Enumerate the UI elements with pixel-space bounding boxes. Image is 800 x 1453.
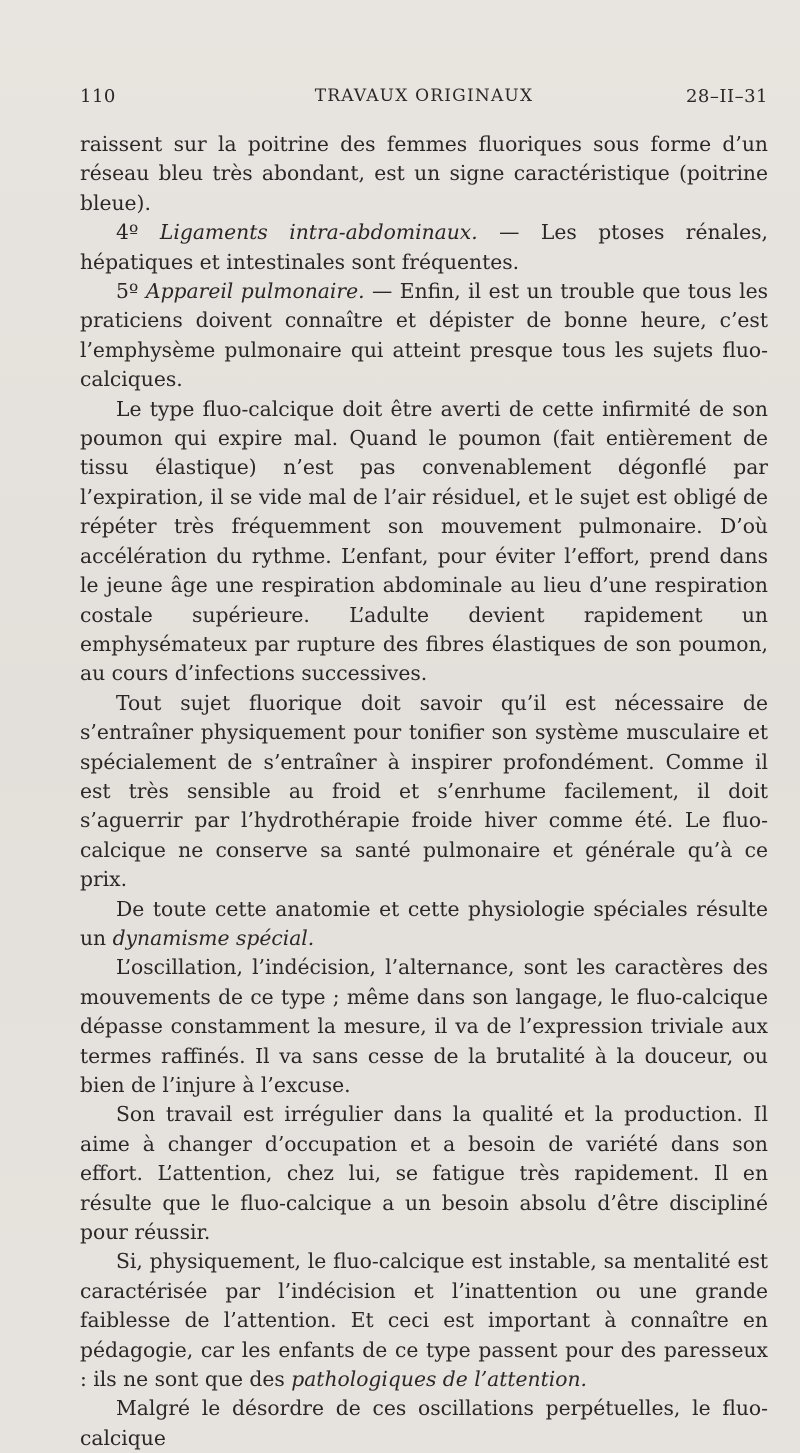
paragraph-5: Tout sujet fluorique doit savoir qu’il est nécessaire de s’entraîner physiquement pour tonifier son système musculaire et spécialement de s’entraîner à inspirer profondément. Comme il est très sensible au froid et s’enrhume facilement, il doit s’aguerrir par l’hydrothérapie froide hiver comme été. Le fluo-calcique ne conserve sa santé pulmonaire et générale qu’à ce prix.: [80, 690, 768, 892]
paragraph-6: De toute cette anatomie et cette physiologie spéciales résulte un dynamisme spécial.: [80, 896, 768, 950]
header-date: 28–II–31: [685, 86, 768, 107]
paragraph-10: Malgré le désordre de ces oscillations perpétuelles, le fluo-calcique: [80, 1396, 768, 1450]
paragraph-4: Le type fluo-calcique doit être averti de cette infirmité de son poumon qui expire mal. Quand le poumon (fait entièrement de tissu élastique) n’est pas convenablement dégonflé par l’expiration, il se vide mal de l’air résiduel, et le sujet est obligé de répéter très fréquemment son mouvement pulmonaire. D’où accélération du rythme. L’enfant, pour éviter l’effort, prend dans le jeune âge une respiration abdominale au lieu d’une respiration costale supérieure. L’adulte devient rapidement un emphysémateux par rupture des fibres élastiques de son poumon, au cours d’infections successives.: [80, 396, 768, 686]
paragraph-7: L’oscillation, l’indécision, l’alternance, sont les caractères des mouvements de ce type ; même dans son langage, le fluo-calcique dépasse constamment la mesure, il va de l’expression triviale aux termes raffinés. Il va sans cesse de la brutalité à la douceur, ou bien de l’injure à l’excuse.: [80, 955, 768, 1097]
running-title: TRAVAUX ORIGINAUX: [314, 86, 534, 106]
running-header: [80, 86, 768, 116]
body-text: [80, 130, 768, 1453]
paragraph-9: Si, physiquement, le fluo-calcique est instable, sa mentalité est caractérisée par l’indécision et l’inattention ou une grande faiblesse de l’attention. Et ceci est important à connaître en pédagogie, car les enfants de ce type passent pour des paresseux : ils ne sont que des pathologiques de l’attention.: [80, 1249, 768, 1392]
paragraph-3: 5º Appareil pulmonaire. — Enfin, il est un trouble que tous les praticiens doivent connaître et dépister de bonne heure, c’est l’emphysème pulmonaire qui atteint presque tous les sujets fluo-calciques.: [80, 279, 769, 392]
page-number: 110: [80, 86, 116, 107]
paragraph-8: Son travail est irrégulier dans la qualité et la production. Il aime à changer d’occupation et a besoin de variété dans son effort. L’attention, chez lui, se fatigue très rapidement. Il en résulte que le fluo-calcique a un besoin absolu d’être discipliné pour réussir.: [80, 1102, 768, 1245]
paragraph-1: raissent sur la poitrine des femmes fluoriques sous forme d’un réseau bleu très abondant, est un signe caractéristique (poitrine bleue).: [80, 132, 768, 215]
paragraph-2: 4º Ligaments intra-abdominaux. — Les ptoses rénales, hépatiques et intestinales sont fréquentes.: [80, 220, 768, 274]
